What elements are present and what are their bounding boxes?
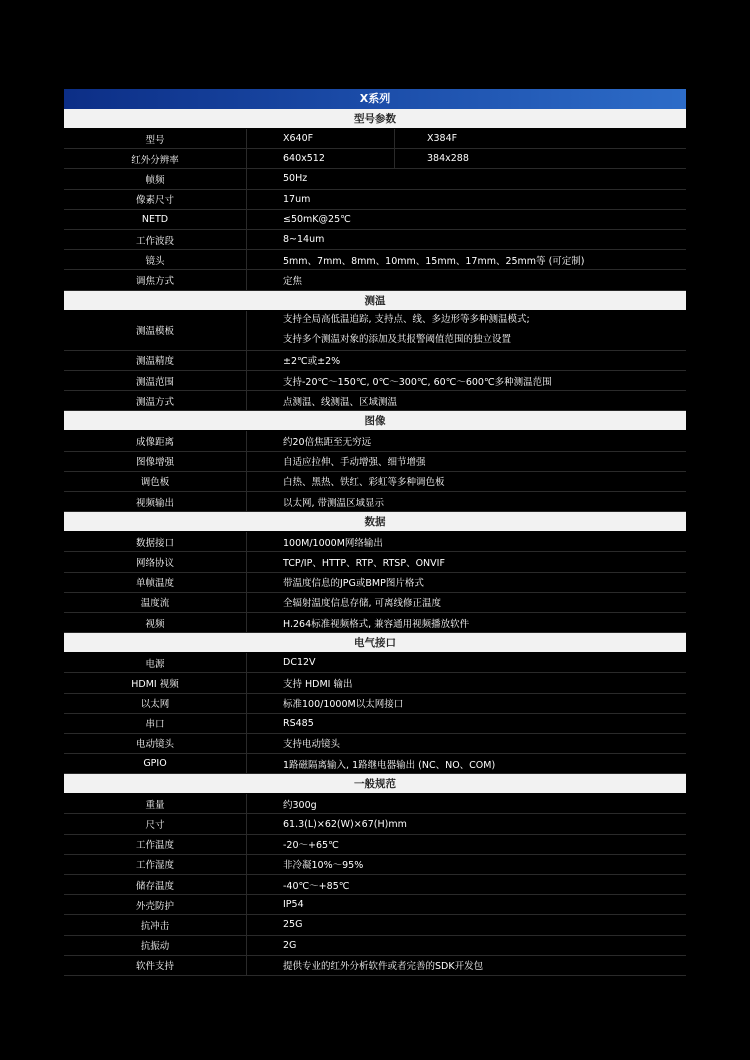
table-row xyxy=(64,794,686,814)
row-label: 视频输出 xyxy=(64,492,247,511)
row-label: 测温模板 xyxy=(64,311,247,350)
row-label: NETD xyxy=(64,210,247,229)
section-heading: 测温 xyxy=(64,291,686,311)
table-row xyxy=(64,149,686,169)
row-label: 重量 xyxy=(64,794,247,813)
table-row xyxy=(64,431,686,451)
table-row xyxy=(64,734,686,754)
row-value: 非冷凝10%～95% xyxy=(283,860,364,872)
table-row xyxy=(64,129,686,149)
row-value: 17um xyxy=(283,193,311,205)
row-label: 测温范围 xyxy=(64,371,247,390)
row-value: 25G xyxy=(283,919,303,931)
table-row xyxy=(64,250,686,270)
row-value: 50Hz xyxy=(283,173,308,185)
row-value: 约20倍焦距至无穷远 xyxy=(283,437,372,449)
table-row xyxy=(64,915,686,935)
row-value: 640x512 xyxy=(247,149,395,168)
row-label: 软件支持 xyxy=(64,956,247,975)
table-row xyxy=(64,452,686,472)
section-heading: 图像 xyxy=(64,411,686,431)
row-value: 100M/1000M网络输出 xyxy=(283,537,383,549)
row-value: 支持 HDMI 输出 xyxy=(283,678,353,690)
table-row xyxy=(64,210,686,230)
table-row xyxy=(64,270,686,290)
table-row xyxy=(64,573,686,593)
row-value xyxy=(247,311,686,350)
table-row xyxy=(64,593,686,613)
row-value: 1路磁隔离输入, 1路继电器输出 (NC、NO、COM) xyxy=(283,759,496,771)
row-value: ±2℃或±2% xyxy=(283,356,341,368)
row-label: 串口 xyxy=(64,714,247,733)
row-value: 8~14um xyxy=(283,234,325,246)
table-row xyxy=(64,230,686,250)
spec-table xyxy=(64,89,686,976)
row-value: 61.3(L)×62(W)×67(H)mm xyxy=(283,818,407,830)
row-value-line: 支持多个测温对象的添加及其报警阈值范围的独立设置 xyxy=(283,334,512,346)
row-value: 以太网, 带测温区域显示 xyxy=(283,497,385,509)
section-heading: 型号参数 xyxy=(64,109,686,129)
row-value: -40℃～+85℃ xyxy=(283,880,350,892)
table-row xyxy=(64,694,686,714)
table-row xyxy=(64,936,686,956)
row-value: 带温度信息的JPG或BMP图片格式 xyxy=(283,578,424,590)
section-heading: 数据 xyxy=(64,512,686,532)
table-row xyxy=(64,472,686,492)
row-label: 工作湿度 xyxy=(64,855,247,874)
row-label: 储存温度 xyxy=(64,875,247,894)
row-value: ≤50mK@25℃ xyxy=(283,213,351,225)
table-row xyxy=(64,835,686,855)
section-heading: 电气接口 xyxy=(64,633,686,653)
row-value: 提供专业的红外分析软件或者完善的SDK开发包 xyxy=(283,961,484,973)
row-label: GPIO xyxy=(64,754,247,773)
row-label: 视频 xyxy=(64,613,247,632)
table-row xyxy=(64,391,686,411)
row-value-secondary: 384x288 xyxy=(427,153,469,165)
row-label: 尺寸 xyxy=(64,814,247,833)
row-label: 温度流 xyxy=(64,593,247,612)
row-value: 约300g xyxy=(283,799,317,811)
row-value: H.264标准视频格式, 兼容通用视频播放软件 xyxy=(283,618,470,630)
row-value: 点测温、线测温、区域测温 xyxy=(283,396,398,408)
row-label: HDMI 视频 xyxy=(64,673,247,692)
row-label: 调焦方式 xyxy=(64,270,247,289)
table-row xyxy=(64,956,686,976)
table-row xyxy=(64,814,686,834)
row-label: 抗冲击 xyxy=(64,915,247,934)
table-title: X系列 xyxy=(64,89,686,109)
table-row xyxy=(64,311,686,351)
row-value: X640F xyxy=(247,129,395,148)
row-value: 白热、黑热、铁红、彩虹等多种调色板 xyxy=(283,477,445,489)
row-label: 镜头 xyxy=(64,250,247,269)
table-row xyxy=(64,552,686,572)
table-row xyxy=(64,492,686,512)
row-value: -20～+65℃ xyxy=(283,840,339,852)
row-label: 帧频 xyxy=(64,169,247,188)
row-label: 像素尺寸 xyxy=(64,190,247,209)
row-value: 2G xyxy=(283,939,297,951)
table-row xyxy=(64,613,686,633)
table-row xyxy=(64,371,686,391)
row-value: 定焦 xyxy=(283,275,303,287)
table-row xyxy=(64,855,686,875)
row-label: 抗振动 xyxy=(64,936,247,955)
row-label: 外壳防护 xyxy=(64,895,247,914)
row-label: 图像增强 xyxy=(64,452,247,471)
row-value: 支持-20℃～150℃, 0℃～300℃, 60℃～600℃多种测温范围 xyxy=(283,376,552,388)
row-label: 数据接口 xyxy=(64,532,247,551)
row-label: 单帧温度 xyxy=(64,573,247,592)
row-value: 支持电动镜头 xyxy=(283,739,341,751)
row-label: 成像距离 xyxy=(64,431,247,450)
row-value: RS485 xyxy=(283,717,314,729)
row-value-line: 支持全局高低温追踪, 支持点、线、多边形等多种测温模式; xyxy=(283,314,530,326)
table-row xyxy=(64,895,686,915)
row-value: DC12V xyxy=(283,657,316,669)
row-label: 型号 xyxy=(64,129,247,148)
row-label: 网络协议 xyxy=(64,552,247,571)
row-label: 电动镜头 xyxy=(64,734,247,753)
row-label: 工作波段 xyxy=(64,230,247,249)
row-value: 5mm、7mm、8mm、10mm、15mm、17mm、25mm等 (可定制) xyxy=(283,255,585,267)
row-label: 调色板 xyxy=(64,472,247,491)
spec-sections xyxy=(64,109,686,976)
row-label: 测温方式 xyxy=(64,391,247,410)
row-label: 测温精度 xyxy=(64,351,247,370)
table-row xyxy=(64,754,686,774)
table-row xyxy=(64,169,686,189)
table-row xyxy=(64,714,686,734)
row-label: 电源 xyxy=(64,653,247,672)
table-row xyxy=(64,351,686,371)
row-value: IP54 xyxy=(283,899,304,911)
table-row xyxy=(64,673,686,693)
row-value: 标准100/1000M以太网接口 xyxy=(283,699,404,711)
row-label: 红外分辨率 xyxy=(64,149,247,168)
row-label: 以太网 xyxy=(64,694,247,713)
row-value-secondary: X384F xyxy=(427,133,458,145)
table-row xyxy=(64,653,686,673)
row-value: 全辐射温度信息存储, 可离线修正温度 xyxy=(283,598,442,610)
row-value: TCP/IP、HTTP、RTP、RTSP、ONVIF xyxy=(283,557,445,569)
row-label: 工作温度 xyxy=(64,835,247,854)
section-heading: 一般规范 xyxy=(64,774,686,794)
table-row xyxy=(64,875,686,895)
row-value: 自适应拉伸、手动增强、细节增强 xyxy=(283,457,426,469)
table-row xyxy=(64,532,686,552)
table-row xyxy=(64,190,686,210)
